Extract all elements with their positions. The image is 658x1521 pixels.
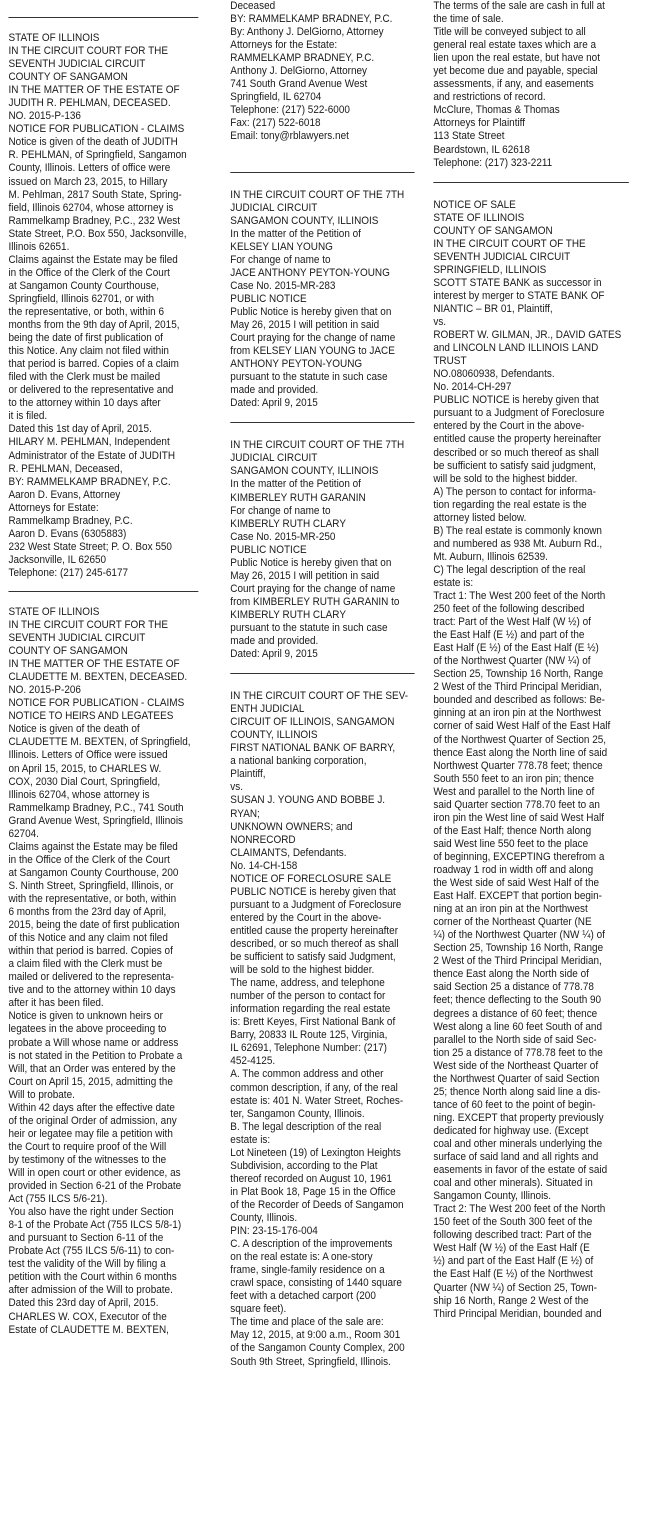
name-change-notice-young xyxy=(230,189,414,411)
notice-text: NOTICE OF SALE STATE OF ILLINOIS COUNTY OF SANGAMON IN THE CIRCUIT COURT OF THE SEVENTH JUDICIAL CIRCUIT SPRINGFIELD, ILLINOIS SCOTT STATE BANK as successor in interest by merger to STATE BANK OF NIANTIC – BR 01, Plaintiff, vs. ROBERT W. GILMAN, JR., DAVID GATES and LINCOLN LAND ILLINOIS LAND TRUST NO.08060938, Defendants. No. 2014-CH-297 PUBLIC NOTICE is hereby given that pursuant to a Judgment of Foreclosure entered by the Court in the above- entitled cause the property hereinafter described or so much thereof as shall be sufficient to satisfy said judgment, will be sold to the highest bidder. A) The person to contact for informa- tion regarding the real estate is the attorney listed below. B) The real estate is commonly known and numbered as 938 Mt. Auburn Rd., Mt. Auburn, Illinois 62539. C) The legal description of the real estate is: Tract 1: The West 200 feet of the North 250 feet of the following described tract: Part of the West Half (W ½) of the East Half (E ½) and part of the East Half (E ½) of the East Half (E ½) of the Northwest Quarter (NW ¼) of Section 25, Township 16 North, Range 2 West of the Third Principal Meridian, bounded and described as follows: Be- ginning at an iron pin at the Northwest corner of said West Half of the East Half of the Northwest Quarter of Section 25, thence East along the North line of said Northwest Quarter 778.78 feet; thence South 550 feet to an iron pin; thence West and parallel to the North line of said Quarter section 778.70 feet to an iron pin the West line of said West Half of the East Half; thence North along said West line 550 feet to the place of beginning, EXCEPTING therefrom a roadway 1 rod in width off and along the West side of said West Half of the East Half. EXCEPT that portion begin- ning at an iron pin at the Northwest corner of the Northeast Quarter (NE ¼) of the Northwest Quarter (NW ¼) of Section 25, Township 16 North, Range 2 West of the Third Principal Meridian, thence East along the North side of said Section 25 a distance of 778.78 feet; thence deflecting to the South 90 degrees a distance of 60 feet; thence West along a line 60 feet South of and parallel to the North side of said Sec- tion 25 a distance of 778.78 feet to the West side of the Northeast Quarter of the Northwest Quarter of said Section 25; thence North along said line a dis- tance of 60 feet to the point of begin- ning. EXCEPT that property previously dedicated for highway use. (Except coal and other minerals underlying the surface of said land and all rights and easements in favor of the estate of said coal and other minerals). Situated in Sangamon County, Illinois. Tract 2: The West 200 feet of the North 150 feet of the South 300 feet of the following described tract: Part of the West Half (W ½) of the East Half (E ½) and part of the East Half (E ½) of the East Half (E ½) of the Northwest Quarter (NW ¼) of Section 25, Town- ship 16 North, Range 2 West of the Third Principal Meridian, bounded and xyxy=(433,198,622,1320)
notice-divider xyxy=(433,182,629,183)
notice-of-sale-gilman xyxy=(433,199,629,1321)
notice-text: IN THE CIRCUIT COURT OF THE 7TH JUDICIAL CIRCUIT SANGAMON COUNTY, ILLINOIS In the matter of the Petition of KELSEY LIAN YOUNG For change of name to JACE ANTHONY PEYTON-YOUNG Case No. 2015-MR-283 PUBLIC NOTICE Public Notice is hereby given that on May 26, 2015 I will petition in said Court praying for the change of name from KELSEY LIAN YOUNG to JACE ANTHONY PEYTON-YOUNG pursuant to the statute in such case made and provided. Dated: April 9, 2015 xyxy=(230,188,405,410)
notice-text: IN THE CIRCUIT COURT OF THE SEV- ENTH JUDICIAL CIRCUIT OF ILLINOIS, SANGAMON COUNTY, ILLINOIS FIRST NATIONAL BANK OF BARRY, a national banking corporation, Plaintiff, vs. SUSAN J. YOUNG AND BOBBE J. RYAN; UNKNOWN OWNERS; and NONRECORD CLAIMANTS, Defendants. No. 14-CH-158 NOTICE OF FORECLOSURE SALE PUBLIC NOTICE is hereby given that pursuant to a Judgment of Foreclosure entered by the Court in the above- entitled cause the property hereinafter described, or so much thereof as shall be sufficient to satisfy said Judgment, will be sold to the highest bidder. The name, address, and telephone number of the person to contact for information regarding the real estate is: Brett Keyes, First National Bank of Barry, 20833 IL Route 125, Virginia, IL 62691, Telephone Number: (217) 452-4125. A. The common address and other common description, if any, of the real estate is: 401 N. Water Street, Roches- ter, Sangamon County, Illinois. B. The legal description of the real estate is: Lot Nineteen (19) of Lexington Heights Subdivision, according to the Plat thereof recorded on August 10, 1961 in Plat Book 18, Page 15 in the Office of the Recorder of Deeds of Sangamon County, Illinois. PIN: 23-15-176-004 C. A description of the improvements on the real estate is: A one-story frame, single-family residence on a crawl space, consisting of 1440 square feet with a detached carport (200 square feet). The time and place of the sale are: May 12, 2015, at 9:00 a.m., Room 301 of the Sangamon County Complex, 200 South 9th Street, Springfield, Illinois. xyxy=(230,690,409,1368)
column-top-rule xyxy=(8,0,198,18)
column-3 xyxy=(433,0,629,1321)
notice-text: STATE OF ILLINOIS IN THE CIRCUIT COURT FOR THE SEVENTH JUDICIAL CIRCUIT COUNTY OF SANGAMON IN THE MATTER OF THE ESTATE OF CLAUDETTE M. BEXTEN, DECEASED. NO. 2015-P-206 NOTICE FOR PUBLICATION - CLAIMS NOTICE TO HEIRS AND LEGATEES Notice is given of the death of CLAUDETTE M. BEXTEN, of Springfield, Illinois. Letters of Office were issued on April 15, 2015, to CHARLES W. COX, 2030 Dial Court, Springfield, Illinois 62704, whose attorney is Rammelkamp Bradney, P.C., 741 South Grand Avenue West, Springfield, Illinois 62704. Claims against the Estate may be filed in the Office of the Clerk of the Court at Sangamon County Courthouse, 200 S. Ninth Street, Springfield, Illinois, or with the representative, or both, within 6 months from the 23rd day of April, 2015, being the date of first publication of this Notice and any claim not filed within that period is barred. Copies of a claim filed with the Clerk must be mailed or delivered to the representa- tive and to the attorney within 10 days after it has been filed. Notice is given to unknown heirs or legatees in the above proceeding to probate a Will whose name or address is not stated in the Petition to Probate a Will, that an Order was entered by the Court on April 15, 2015, admitting the Will to probate. Within 42 days after the effective date of the original Order of admission, any heir or legatee may file a petition with the Court to require proof of the Will by testimony of the witnesses to the Will in open court or other evidence, as provided in Section 6-21 of the Probate Act (755 ILCS 5/6-21). You also have the right under Section 8-1 of the Probate Act (755 ILCS 5/8-1) and pursuant to Section 6-11 of the Probate Act (755 ILCS 5/6-11) to con- test the validity of the Will by filing a petition with the Court within 6 months after admission of the Will to probate. Dated this 23rd day of April, 2015. CHARLES W. COX, Executor of the Estate of CLAUDETTE M. BEXTEN, xyxy=(8,605,191,1336)
foreclosure-notice-young-continued xyxy=(433,0,629,170)
notice-divider xyxy=(230,422,414,423)
notice-divider xyxy=(230,673,414,674)
notice-divider xyxy=(230,172,414,173)
column-1 xyxy=(8,0,198,1337)
notice-text: Deceased BY: RAMMELKAMP BRADNEY, P.C. By: Anthony J. DelGiorno, Attorney Attorneys for the Estate: RAMMELKAMP BRADNEY, P.C. Anthony J. DelGiorno, Attorney 741 South Grand Avenue West Springfield, IL 62704 Telephone: (217) 522-6000 Fax: (217) 522-6018 Email: tony@rblawyers.net xyxy=(230,0,393,143)
notice-divider xyxy=(8,591,198,592)
name-change-notice-garanin xyxy=(230,439,414,661)
column-2 xyxy=(230,0,414,1369)
notice-text: STATE OF ILLINOIS IN THE CIRCUIT COURT FOR THE SEVENTH JUDICIAL CIRCUIT COUNTY OF SANGAMON IN THE MATTER OF THE ESTATE OF JUDITH R. PEHLMAN, DECEASED. NO. 2015-P-136 NOTICE FOR PUBLICATION - CLAIMS Notice is given of the death of JUDITH R. PEHLMAN, of Springfield, Sangamon County, Illinois. Letters of office were issued on March 23, 2015, to Hillary M. Pehlman, 2817 South State, Spring- field, Illinois 62704, whose attorney is Rammelkamp Bradney, P.C., 232 West State Street, P.O. Box 550, Jacksonville, Illinois 62651. Claims against the Estate may be filed in the Office of the Clerk of the Court at Sangamon County Courthouse, Springfield, Illinois 62701, or with the representative, or both, within 6 months from the 9th day of April, 2015, being the date of first publication of this Notice. Any claim not filed within that period is barred. Copies of a claim filed with the Clerk must be mailed or delivered to the representative and to the attorney within 10 days after it is filed. Dated this 1st day of April, 2015. HILARY M. PEHLMAN, Independent Administrator of the Estate of JUDITH R. PEHLMAN, Deceased, BY: RAMMELKAMP BRADNEY, P.C. Aaron D. Evans, Attorney Attorneys for Estate: Rammelkamp Bradney, P.C. Aaron D. Evans (6305883) 232 West State Street; P. O. Box 550 Jacksonville, IL 62650 Telephone: (217) 245-6177 xyxy=(8,32,187,579)
estate-notice-bexten-continued xyxy=(230,0,414,144)
notice-text: The terms of the sale are cash in full at the time of sale. Title will be conveyed subject to all general real estate taxes which are a lien upon the real estate, but have not yet become due and payable, special assessments, if any, and easements and restrictions of record. McClure, Thomas & Thomas Attorneys for Plaintiff 113 State Street Beardstown, IL 62618 Telephone: (217) 323-2211 xyxy=(433,0,605,169)
estate-notice-bexten xyxy=(8,606,198,1337)
notice-text: IN THE CIRCUIT COURT OF THE 7TH JUDICIAL CIRCUIT SANGAMON COUNTY, ILLINOIS In the matter of the Petition of KIMBERLEY RUTH GARANIN For change of name to KIMBERLY RUTH CLARY Case No. 2015-MR-250 PUBLIC NOTICE Public Notice is hereby given that on May 26, 2015 I will petition in said Court praying for the change of name from KIMBERLEY RUTH GARANIN to KIMBERLY RUTH CLARY pursuant to the statute in such case made and provided. Dated: April 9, 2015 xyxy=(230,439,405,661)
estate-notice-pehlman xyxy=(8,18,198,580)
foreclosure-notice-young xyxy=(230,690,414,1368)
